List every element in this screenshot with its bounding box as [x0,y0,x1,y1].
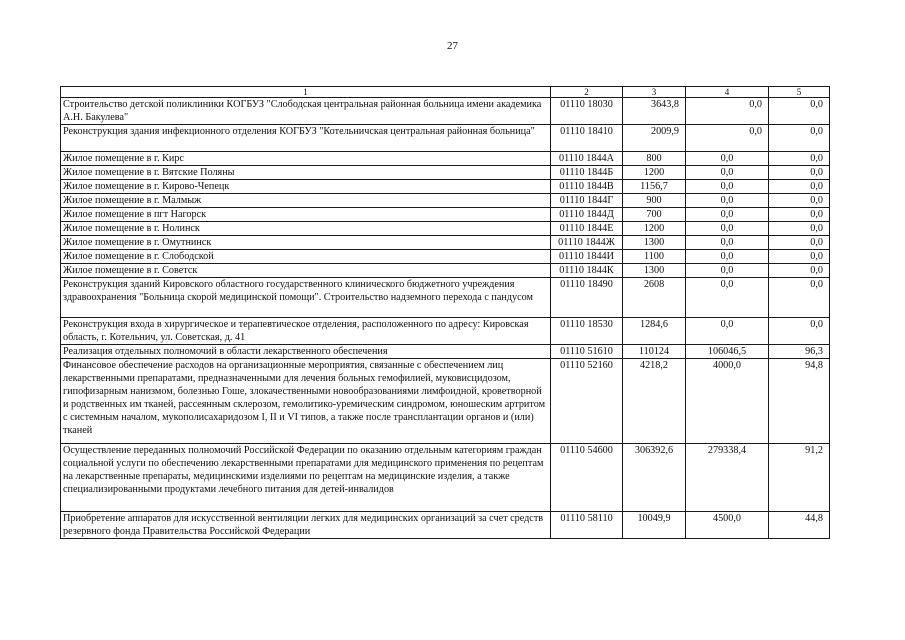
row-col5: 91,2 [769,444,830,512]
row-col5: 0,0 [769,194,830,208]
table-row [61,222,830,236]
row-col5: 44,8 [769,512,830,539]
row-code: 01110 1844Ж [551,236,623,250]
row-name: Финансовое обеспечение расходов на организационные мероприятия, связанные с обеспечением лиц лекарственными препаратами, предназначенными для лечения больных гемофилией, муковисцидозом, гипофизарным нанизмом, болезнью Гоше, злокачественными новообразованиями лимфоидной, кроветворной и родственных им тканей, рассеянным склерозом, гемолитико-уремическим синдромом, юношеским артритом с системным началом, мукополисахаридозом I, II и VI типов, а также после трансплантации органов и (или) тканей [61,359,551,444]
row-col4: 0,0 [686,125,769,152]
row-col5: 0,0 [769,264,830,278]
row-col5: 0,0 [769,236,830,250]
row-col4: 4000,0 [686,359,769,444]
row-col5: 0,0 [769,98,830,125]
row-name: Жилое помещение в г. Кирс [61,152,551,166]
row-col3: 2009,9 [623,125,686,152]
row-col5: 94,8 [769,359,830,444]
row-col4: 0,0 [686,194,769,208]
table-row [61,359,830,444]
table-row [61,250,830,264]
row-col5: 0,0 [769,318,830,345]
row-col3: 1200 [623,166,686,180]
row-name: Жилое помещение в г. Нолинск [61,222,551,236]
row-code: 01110 18490 [551,278,623,318]
row-code: 01110 1844Д [551,208,623,222]
row-name: Жилое помещение в г. Омутнинск [61,236,551,250]
row-col5: 0,0 [769,250,830,264]
row-name: Жилое помещение в г. Кирово-Чепецк [61,180,551,194]
row-col5: 0,0 [769,152,830,166]
table-row [61,444,830,512]
row-col4: 0,0 [686,222,769,236]
row-code: 01110 58110 [551,512,623,539]
header-col-2: 2 [551,87,623,98]
row-col4: 0,0 [686,264,769,278]
table-row [61,318,830,345]
row-name: Строительство детской поликлиники КОГБУЗ "Слободская центральная районная больница имени академика А.Н. Бакулева" [61,98,551,125]
row-name: Реконструкция здания инфекционного отделения КОГБУЗ "Котельничская центральная районная больница" [61,125,551,152]
page-number: 27 [447,40,458,52]
row-code: 01110 1844К [551,264,623,278]
row-code: 01110 18530 [551,318,623,345]
row-col3: 4218,2 [623,359,686,444]
row-col4: 4500,0 [686,512,769,539]
row-name: Жилое помещение в г. Вятские Поляны [61,166,551,180]
row-col3: 700 [623,208,686,222]
row-name: Жилое помещение в г. Советск [61,264,551,278]
row-name: Жилое помещение в г. Малмыж [61,194,551,208]
row-col4: 106046,5 [686,345,769,359]
row-code: 01110 1844Е [551,222,623,236]
row-code: 01110 18410 [551,125,623,152]
row-col5: 0,0 [769,278,830,318]
row-name: Осуществление переданных полномочий Российской Федерации по оказанию отдельным категориям граждан социальной услуги по обеспечению лекарственными препаратами для медицинского применения по рецептам на лекарственные препараты, медицинскими изделиями по рецептам на медицинские изделия, а также специализированными продуктами лечебного питания для детей-инвалидов [61,444,551,512]
row-col5: 0,0 [769,208,830,222]
table-row [61,194,830,208]
row-col3: 1200 [623,222,686,236]
row-name: Жилое помещение в г. Слободской [61,250,551,264]
header-col-4: 4 [686,87,769,98]
table-row [61,208,830,222]
table-row [61,512,830,539]
row-code: 01110 1844В [551,180,623,194]
row-name: Реконструкция зданий Кировского областного государственного клинического бюджетного учреждения здравоохранения "Больница скорой медицинской помощи". Строительство надземного перехода с пандусом [61,278,551,318]
row-code: 01110 1844Б [551,166,623,180]
table-row [61,345,830,359]
row-col4: 0,0 [686,166,769,180]
row-col5: 0,0 [769,166,830,180]
row-col4: 0,0 [686,250,769,264]
row-col4: 0,0 [686,318,769,345]
table-row [61,98,830,125]
row-col3: 10049,9 [623,512,686,539]
row-col4: 0,0 [686,208,769,222]
row-col5: 96,3 [769,345,830,359]
row-col4: 279338,4 [686,444,769,512]
row-code: 01110 1844И [551,250,623,264]
row-col3: 800 [623,152,686,166]
row-name: Жилое помещение в пгт Нагорск [61,208,551,222]
row-col3: 1300 [623,236,686,250]
table-row [61,236,830,250]
row-name: Реализация отдельных полномочий в области лекарственного обеспечения [61,345,551,359]
row-col5: 0,0 [769,125,830,152]
header-col-3: 3 [623,87,686,98]
row-code: 01110 54600 [551,444,623,512]
row-name: Реконструкция входа в хирургическое и терапевтическое отделения, расположенного по адресу: Кировская область, г. Котельнич, ул. Советская, д. 41 [61,318,551,345]
header-col-5: 5 [769,87,830,98]
row-col5: 0,0 [769,222,830,236]
table-row [61,166,830,180]
row-col5: 0,0 [769,180,830,194]
table-row [61,278,830,318]
header-col-1: 1 [61,87,551,98]
row-col4: 0,0 [686,236,769,250]
row-col4: 0,0 [686,180,769,194]
row-col4: 0,0 [686,152,769,166]
table-row [61,180,830,194]
row-code: 01110 52160 [551,359,623,444]
row-col3: 306392,6 [623,444,686,512]
row-col3: 1156,7 [623,180,686,194]
row-col3: 900 [623,194,686,208]
row-code: 01110 1844А [551,152,623,166]
row-col3: 1300 [623,264,686,278]
row-code: 01110 1844Г [551,194,623,208]
row-name: Приобретение аппаратов для искусственной вентиляции легких для медицинских организаций за счет средств резервного фонда Правительства Российской Федерации [61,512,551,539]
table-header-row [61,87,830,98]
row-code: 01110 18030 [551,98,623,125]
row-col3: 1284,6 [623,318,686,345]
row-col3: 1100 [623,250,686,264]
row-col4: 0,0 [686,278,769,318]
table-row [61,264,830,278]
row-col4: 0,0 [686,98,769,125]
row-code: 01110 51610 [551,345,623,359]
row-col3: 2608 [623,278,686,318]
table-row [61,125,830,152]
budget-table [60,86,830,539]
table-row [61,152,830,166]
row-col3: 3643,8 [623,98,686,125]
row-col3: 110124 [623,345,686,359]
